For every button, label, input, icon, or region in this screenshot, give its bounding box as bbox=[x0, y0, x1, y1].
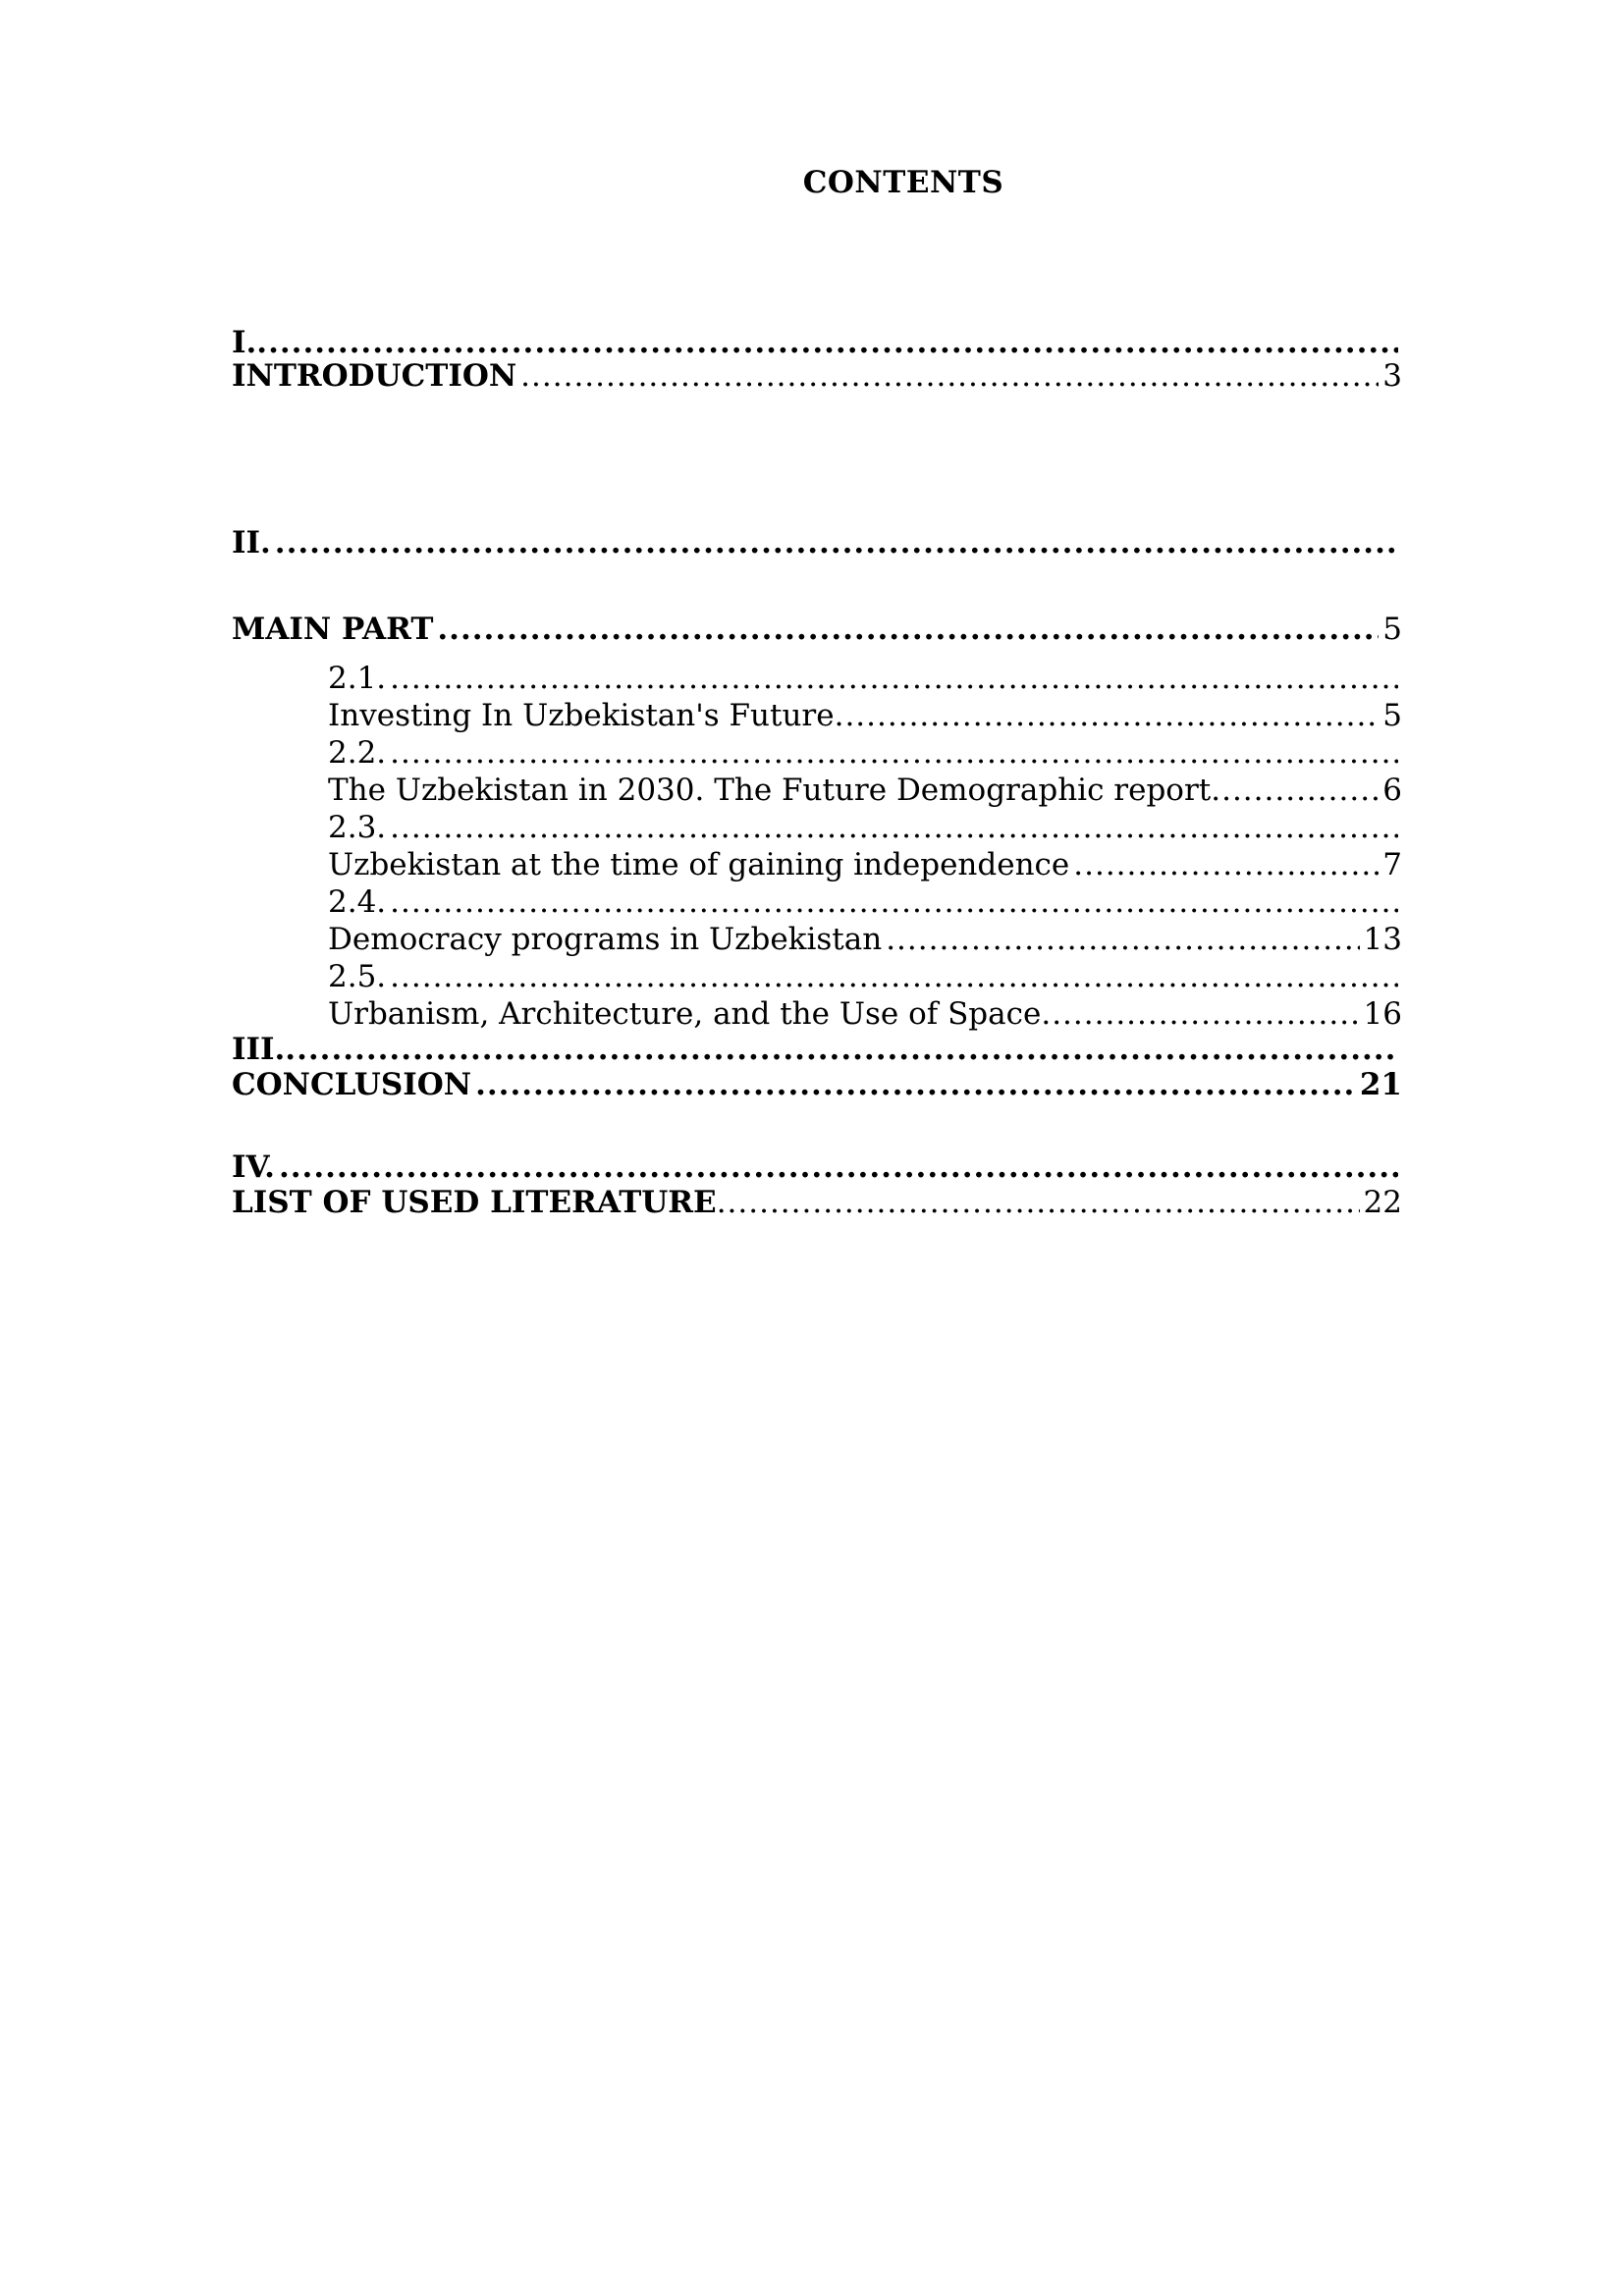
toc-entry-conclusion[interactable] bbox=[232, 1066, 1402, 1103]
toc-entry-number: I. bbox=[232, 325, 257, 360]
toc-page-number: 6 bbox=[1382, 773, 1402, 808]
toc-entry-2-3[interactable] bbox=[328, 846, 1402, 883]
toc-entry-title: Investing In Uzbekistan's Future bbox=[328, 698, 835, 733]
toc-entry-2-4[interactable] bbox=[328, 921, 1402, 958]
toc-entry-title: LIST OF USED LITERATURE bbox=[232, 1185, 717, 1220]
toc-entry-literature[interactable] bbox=[232, 1184, 1402, 1221]
toc-entry-title: The Uzbekistan in 2030. The Future Demographic report bbox=[328, 773, 1212, 808]
dot-leader bbox=[390, 883, 1398, 921]
toc-entry-title: Democracy programs in Uzbekistan bbox=[328, 922, 883, 957]
toc-entry-number: 2.3. bbox=[328, 810, 387, 845]
dot-leader bbox=[1073, 846, 1379, 883]
toc-entry-number: 2.5. bbox=[328, 959, 387, 994]
toc-entry-2-1[interactable] bbox=[328, 697, 1402, 734]
toc-entry-title: MAIN PART bbox=[232, 612, 434, 647]
dot-leader bbox=[717, 1184, 1360, 1221]
toc-page-number: 21 bbox=[1359, 1067, 1402, 1102]
toc-entry-number: II. bbox=[232, 525, 271, 561]
toc-entry-conclusion-number[interactable] bbox=[232, 1031, 1402, 1068]
dot-leader bbox=[285, 1031, 1398, 1068]
dot-leader bbox=[390, 809, 1398, 846]
toc-entry-title: Uzbekistan at the time of gaining independence bbox=[328, 847, 1070, 882]
dot-leader bbox=[886, 921, 1359, 958]
toc-page-number: 5 bbox=[1382, 698, 1402, 733]
toc-entry-2-2[interactable] bbox=[328, 772, 1402, 809]
dot-leader bbox=[279, 1148, 1398, 1186]
dot-leader bbox=[390, 660, 1398, 697]
dot-leader bbox=[390, 958, 1398, 995]
toc-entry-title: Urbanism, Architecture, and the Use of Space bbox=[328, 996, 1042, 1032]
toc-entry-2-1-number[interactable] bbox=[328, 660, 1402, 697]
toc-page-number: 5 bbox=[1382, 612, 1402, 647]
toc-entry-literature-number[interactable] bbox=[232, 1148, 1402, 1186]
toc-entry-2-5-number[interactable] bbox=[328, 958, 1402, 995]
dot-leader bbox=[275, 524, 1398, 561]
toc-entry-main-number[interactable] bbox=[232, 524, 1402, 561]
toc-page-number: 7 bbox=[1382, 847, 1402, 882]
toc-entry-number: 2.2. bbox=[328, 735, 387, 771]
toc-entry-introduction[interactable] bbox=[232, 357, 1402, 395]
toc-entry-2-5[interactable] bbox=[328, 995, 1402, 1033]
toc-entry-2-2-number[interactable] bbox=[328, 734, 1402, 772]
toc-entry-title: CONCLUSION bbox=[232, 1067, 472, 1102]
toc-page-number: 22 bbox=[1363, 1185, 1402, 1220]
dot-leader bbox=[475, 1066, 1356, 1103]
toc-page-number: 13 bbox=[1363, 922, 1402, 957]
toc-entry-2-3-number[interactable] bbox=[328, 809, 1402, 846]
toc-entry-number: 2.4. bbox=[328, 884, 387, 920]
toc-page-number: 3 bbox=[1382, 358, 1402, 394]
dot-leader bbox=[520, 357, 1379, 395]
toc-entry-2-4-number[interactable] bbox=[328, 883, 1402, 921]
toc-entry-number: III. bbox=[232, 1032, 286, 1067]
dot-leader bbox=[1041, 995, 1359, 1033]
dot-leader bbox=[437, 611, 1379, 648]
page-title: CONTENTS bbox=[802, 165, 1004, 200]
dot-leader bbox=[390, 734, 1398, 772]
dot-leader bbox=[835, 697, 1380, 734]
dot-leader bbox=[256, 324, 1398, 361]
toc-entry-intro-number[interactable] bbox=[232, 324, 1402, 361]
toc-page-number: 16 bbox=[1363, 996, 1402, 1032]
toc-entry-number: 2.1. bbox=[328, 661, 387, 696]
toc-entry-title: INTRODUCTION bbox=[232, 358, 517, 394]
dot-leader bbox=[1211, 772, 1379, 809]
toc-entry-number: IV. bbox=[232, 1149, 275, 1185]
toc-entry-main-part[interactable] bbox=[232, 611, 1402, 648]
